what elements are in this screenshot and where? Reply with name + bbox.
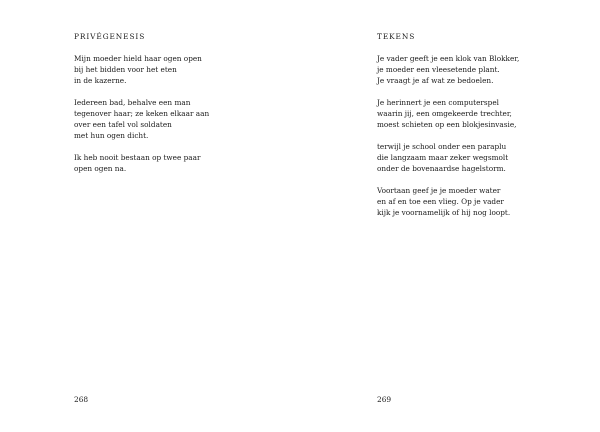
poem-line: je moeder een vleesetende plant. — [377, 65, 500, 74]
poem-line: Voortaan geef je je moeder water — [377, 186, 501, 195]
poem-line: terwijl je school onder een paraplu — [377, 142, 507, 151]
poem-line: over een tafel vol soldaten — [74, 120, 172, 129]
poem-line: Iedereen bad, behalve een man — [74, 98, 191, 107]
poem-line: Je vader geeft je een klok van Blokker, — [377, 54, 520, 63]
poem-line: Mijn moeder hield haar ogen open — [74, 54, 202, 63]
stanza — [377, 185, 537, 218]
page-number: 269 — [377, 395, 392, 404]
poem-title: PRIVÉGENESIS — [74, 32, 146, 41]
poem-line: die langzaam maar zeker wegsmolt — [377, 153, 509, 162]
stanza — [377, 97, 537, 130]
stanza — [74, 97, 224, 141]
poem-line: tegenover haar; ze keken elkaar aan — [74, 109, 210, 118]
stanza — [74, 152, 224, 174]
poem-line: bij het bidden voor het eten — [74, 65, 177, 74]
poem-body — [74, 53, 224, 185]
poem-line: onder de bovenaardse hagelstorm. — [377, 164, 506, 173]
stanza — [377, 141, 537, 174]
poem-line: met hun ogen dicht. — [74, 131, 149, 140]
poem-line: en af en toe een vlieg. Op je vader — [377, 197, 504, 206]
stanza — [377, 53, 537, 86]
page-number: 268 — [74, 395, 89, 404]
stanza — [74, 53, 224, 86]
poem-title: TEKENS — [377, 32, 416, 41]
poem-line: open ogen na. — [74, 164, 127, 173]
right-page — [300, 0, 600, 432]
poem-line: in de kazerne. — [74, 76, 127, 85]
poem-line: Je herinnert je een computerspel — [377, 98, 499, 107]
poem-line: waarin jij, een omgekeerde trechter, — [377, 109, 512, 118]
poem-line: Ik heb nooit bestaan op twee paar — [74, 153, 201, 162]
poem-line: moest schieten op een blokjesinvasie, — [377, 120, 517, 129]
poem-body — [377, 53, 537, 229]
poem-line: Je vraagt je af wat ze bedoelen. — [377, 76, 494, 85]
poem-line: kijk je voornamelijk of hij nog loopt. — [377, 208, 511, 217]
